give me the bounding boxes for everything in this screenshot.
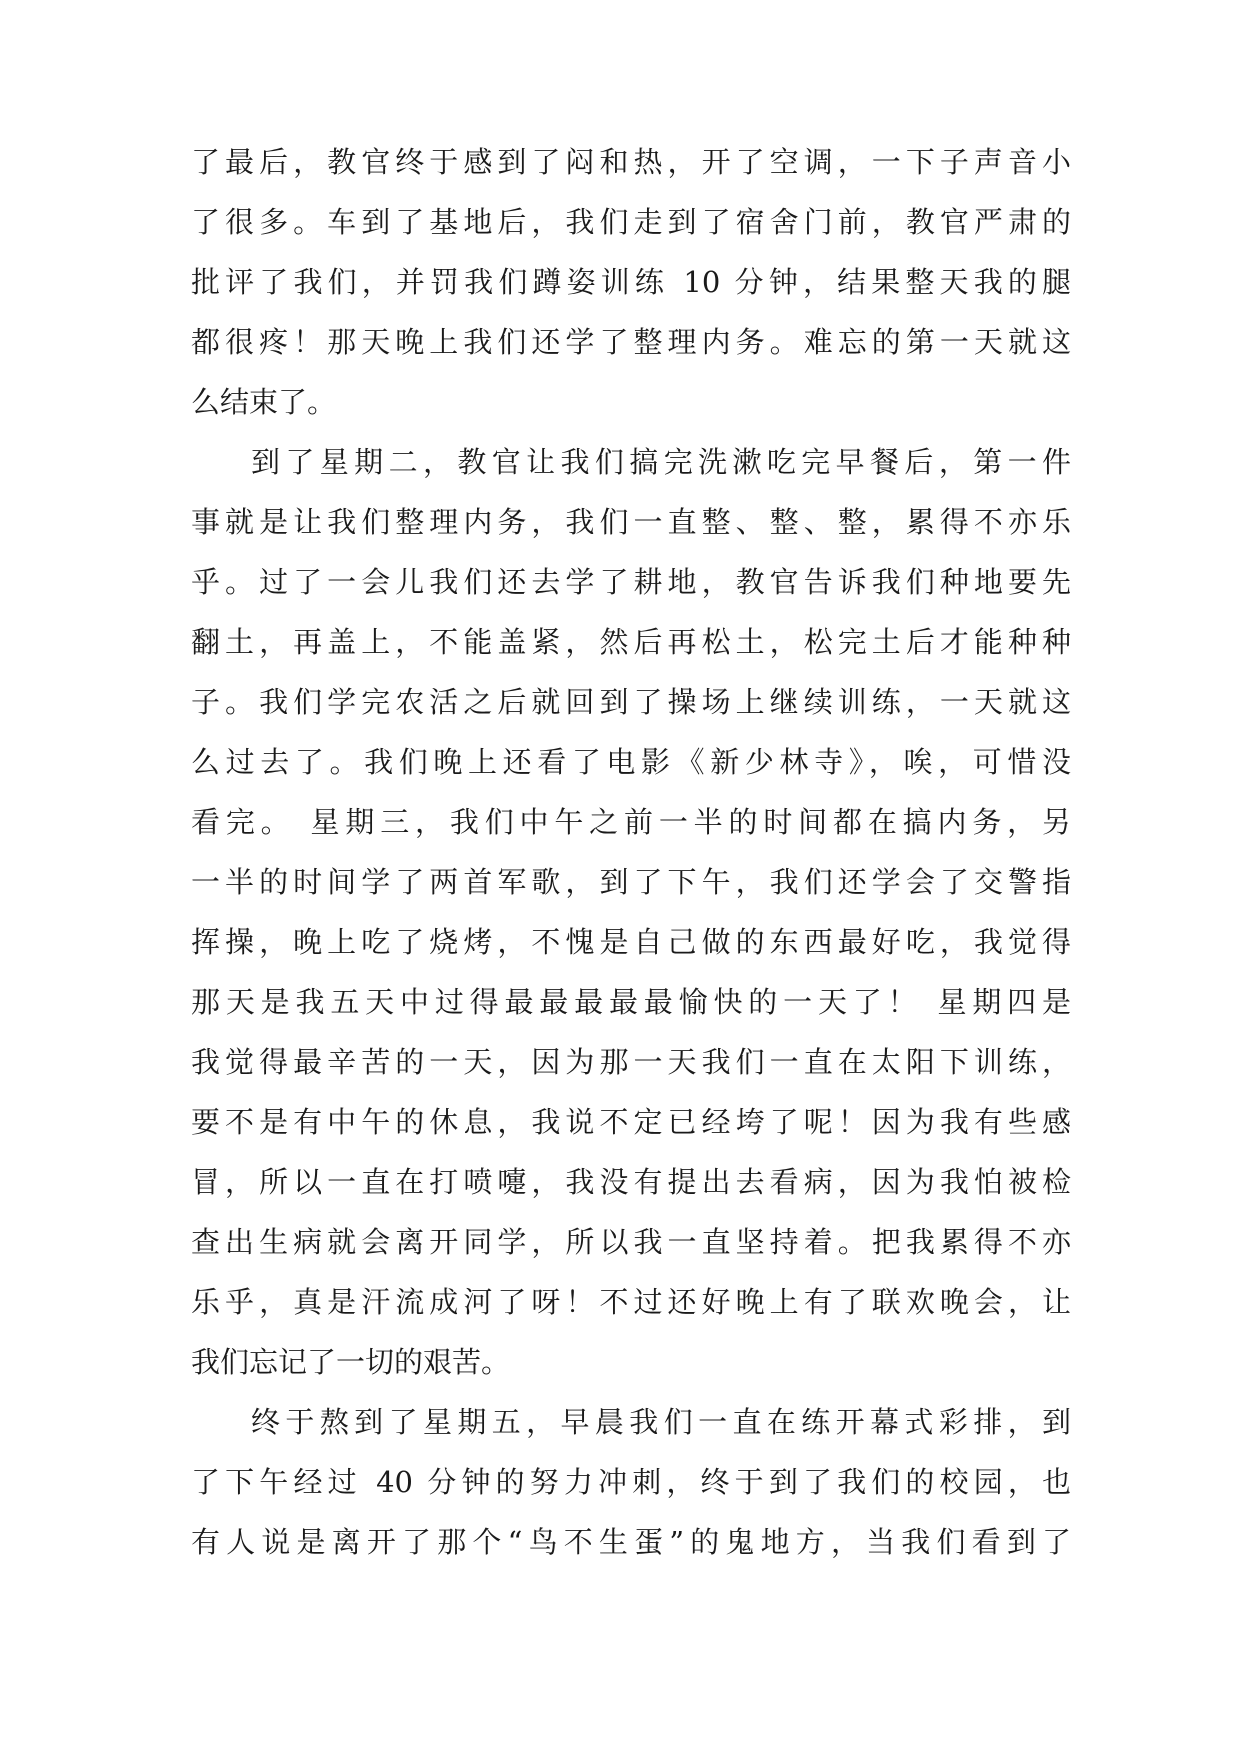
text-line: 冒，所以一直在打喷嚏，我没有提出去看病，因为我怕被检 <box>191 1165 1071 1199</box>
text-line: 么结束了。 <box>191 385 337 419</box>
text-line: 一半的时间学了两首军歌，到了下午，我们还学会了交警指 <box>191 865 1071 899</box>
text-line: 挥操，晚上吃了烧烤，不愧是自己做的东西最好吃，我觉得 <box>191 925 1071 959</box>
paragraph-3 <box>191 1392 1071 1572</box>
text-line: 终于熬到了星期五，早晨我们一直在练开幕式彩排，到 <box>251 1405 1071 1439</box>
paragraph-1 <box>191 132 1071 432</box>
text-line: 要不是有中午的休息，我说不定已经垮了呢！因为我有些感 <box>191 1105 1071 1139</box>
text-line: 那天是我五天中过得最最最最最愉快的一天了！ 星期四是 <box>191 985 1071 1019</box>
document-body <box>191 132 1071 1572</box>
paragraph-2 <box>191 432 1071 1392</box>
text-line: 批评了我们，并罚我们蹲姿训练 10 分钟，结果整天我的腿 <box>191 265 1071 299</box>
text-line: 了很多。车到了基地后，我们走到了宿舍门前，教官严肃的 <box>191 205 1071 239</box>
text-line: 都很疼！那天晚上我们还学了整理内务。难忘的第一天就这 <box>191 325 1071 359</box>
text-line: 有人说是离开了那个“鸟不生蛋”的鬼地方，当我们看到了 <box>191 1525 1071 1559</box>
text-line: 我们忘记了一切的艰苦。 <box>191 1345 511 1379</box>
text-line: 了最后，教官终于感到了闷和热，开了空调，一下子声音小 <box>191 145 1071 179</box>
text-line: 到了星期二，教官让我们搞完洗漱吃完早餐后，第一件 <box>251 445 1071 479</box>
text-line: 了下午经过 40 分钟的努力冲刺，终于到了我们的校园，也 <box>191 1465 1071 1499</box>
text-line: 乐乎，真是汗流成河了呀！不过还好晚上有了联欢晚会，让 <box>191 1285 1071 1319</box>
text-line: 查出生病就会离开同学，所以我一直坚持着。把我累得不亦 <box>191 1225 1071 1259</box>
text-line: 翻土，再盖上，不能盖紧，然后再松土，松完土后才能种种 <box>191 625 1071 659</box>
text-line: 我觉得最辛苦的一天，因为那一天我们一直在太阳下训练， <box>191 1045 1071 1079</box>
text-line: 么过去了。我们晚上还看了电影《新少林寺》，唉，可惜没 <box>191 745 1071 779</box>
text-line: 子。我们学完农活之后就回到了操场上继续训练，一天就这 <box>191 685 1071 719</box>
text-line: 事就是让我们整理内务，我们一直整、整、整，累得不亦乐 <box>191 505 1071 539</box>
text-line: 看完。 星期三，我们中午之前一半的时间都在搞内务，另 <box>191 805 1071 839</box>
text-line: 乎。过了一会儿我们还去学了耕地，教官告诉我们种地要先 <box>191 565 1071 599</box>
